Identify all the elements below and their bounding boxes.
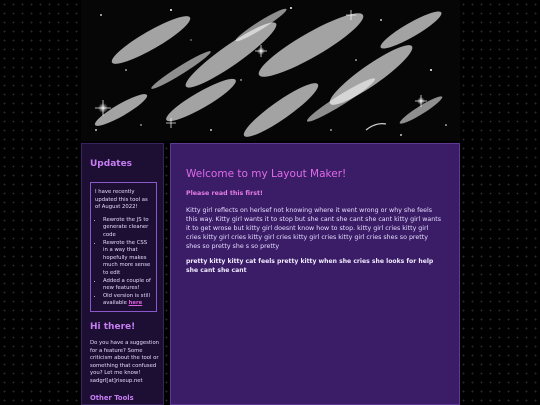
sidebar <box>81 143 164 405</box>
old-version-text: Old version is still available <box>103 292 150 307</box>
read-first-heading: Please read this first! <box>186 190 263 197</box>
sparkle-banner-image <box>81 0 460 141</box>
updates-heading: Updates <box>90 159 133 169</box>
updates-intro: I have recently updated this tool as of August 2022! <box>95 189 148 211</box>
list-item: • Rewrote the JS to generate cleaner code <box>103 217 152 240</box>
updates-list <box>95 217 152 308</box>
list-item: • Rewrote the CSS in a way that hopefully makes much more sense to edit <box>103 240 152 278</box>
page-title: Welcome to my Layout Maker! <box>186 168 347 180</box>
suggestion-text: Do you have a suggestion for a feature? Some criticism about the tool or something that confused you? Let me know! sadgrl[at]riseup.net <box>90 340 160 384</box>
list-item <box>103 293 152 308</box>
main-content <box>170 143 460 405</box>
other-tools-heading: Other Tools <box>90 393 134 402</box>
header-banner <box>81 0 460 141</box>
list-item: • Added a couple of new features! <box>103 278 152 293</box>
hi-there-heading: Hi there! <box>90 322 136 332</box>
bold-paragraph: pretty kitty kitty cat feels pretty kitty when she cries she looks for help she cant she cant <box>186 258 434 274</box>
intro-paragraph: Kitty girl reflects on herlsef not knowing where it went wrong or why she feels this way. Kitty girl wants it to stop but she cant she cant she cant kitty girl wants it to get wrose but kitty girl doesnt know how to stop. kitty girl cries kitty girl cries kitty girl cries kitty girl cries kitty girl cries kitty girl cries shes so pretty shes so pretty she s so pretty <box>186 207 442 250</box>
updates-box <box>90 182 157 312</box>
old-version-link[interactable]: here <box>128 300 143 307</box>
layout-page <box>81 0 460 405</box>
